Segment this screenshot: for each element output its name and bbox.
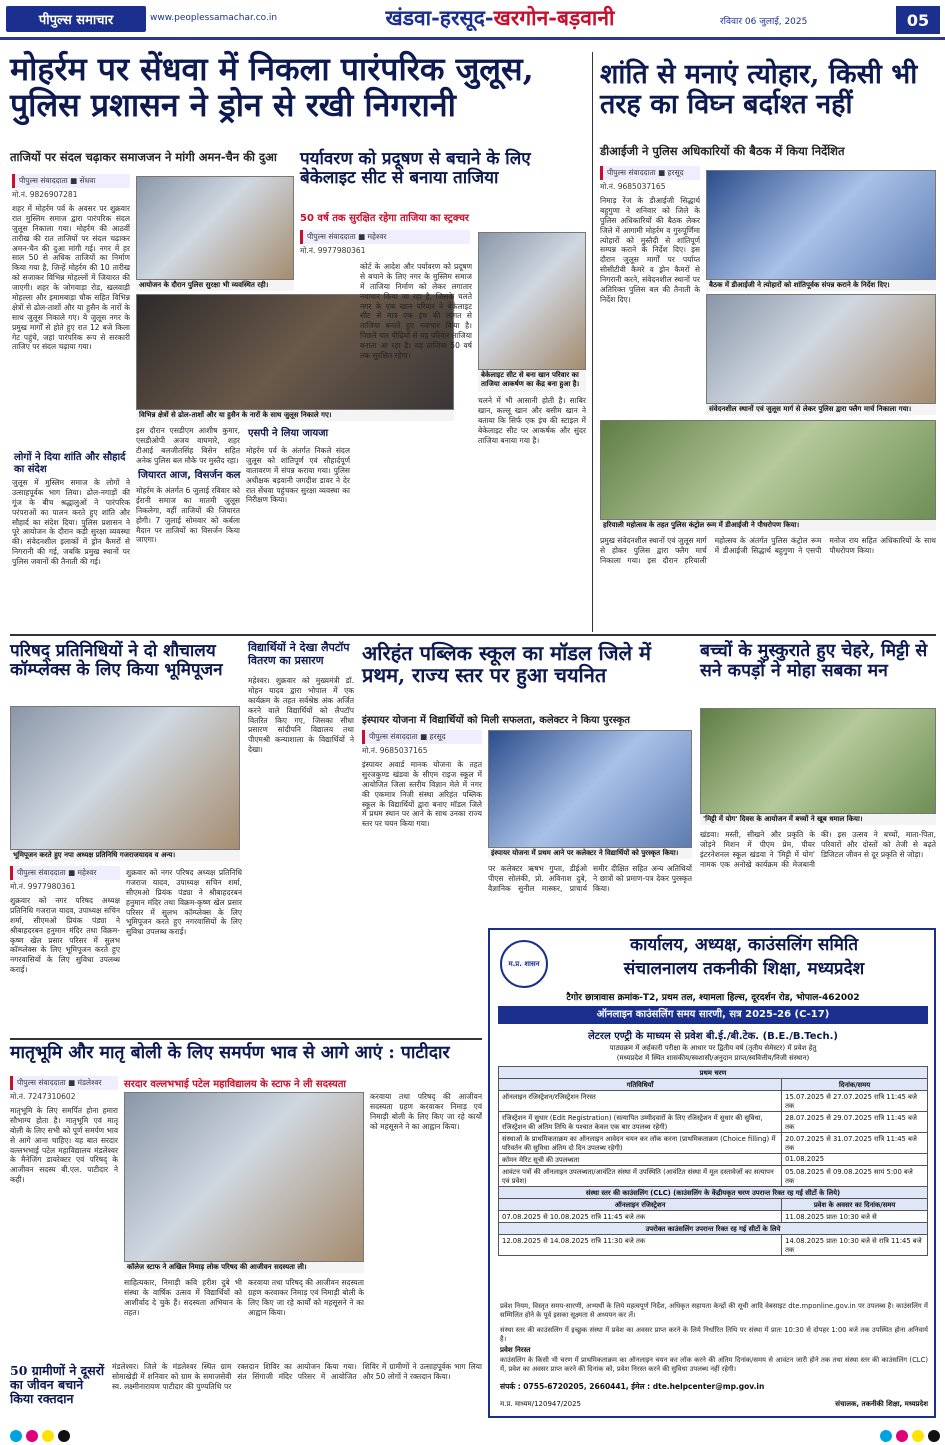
column-divider xyxy=(592,52,593,632)
ad-title1: कार्यालय, अध्यक्ष, काउंसलिंग समिति xyxy=(629,935,859,955)
story1-byline: पीपुल्स संवाददाता ■ सेंधवा xyxy=(12,174,130,188)
story6-photo-caption: इंस्पायर योजना में प्रथम आने पर कलेक्टर ने विद्यार्थियों को पुरस्कृत किया। xyxy=(488,848,692,859)
story8-subhead: सरदार वल्लभभाई पटेल महाविद्यालय के स्टाफ ने ली सदस्यता xyxy=(124,1079,346,1090)
story8-body-col3: करवाया तथा परिषद् की आजीवन सदस्यता ग्रहण करवाकर निमाड़ एवं निमाड़ी बोली के लिए किए जा रहे कार्यों को महसूसने ने का आह्वान किया। xyxy=(248,1278,364,1317)
story1-col2: इस दौरान एसडीएम आशीष कुमार, एसडीओपी अजय वाघमारे, शहर टीआई बलजीतसिंह बिसेन सहित अनेक पुलिस बल मौके पर मुस्तैद रहा। xyxy=(136,426,240,465)
story3-body2: प्रमुख संवेदनशील स्थानों एवं जुलूस मार्ग से होकर पुलिस द्वारा फ्लैग मार्च निकाला गया। इस दौरान हरियाली महोत्सव के अंतर्गत पुलिस कंट्रोल रूम में डीआईजी सिद्धार्थ बहुगुणा ने एसपी मनोज राय सहित अधिकारियों के साथ पौधरोपण किया। xyxy=(600,536,936,565)
story2-byline: पीपुल्स संवाददाता ■ महेश्वर xyxy=(300,230,470,244)
story1-body2: जुलूस में मुस्लिम समाज के लोगों ने उत्साहपूर्वक भाग लिया। ढोल-नगाड़ों की गूंज के बीच श्रद्धालुओं ने पारंपरिक परंपराओं का पालन करते हुए शांति और सौहार्द का संदेश दिया। पुलिस प्रशासन ने पूरे आयोजन के दौरान कड़ी सुरक्षा व्यवस्था की। संवेदनशील इलाकों में ड्रोन कैमरों से निगरानी की गई, जबकि प्रमुख स्थानों पर पुलिस जवानों की तैनाती की गई। xyxy=(12,478,130,567)
ad-address: टैगोर छात्रावास क्रमांक-T2, प्रथम तल, श्यामला हिल्स, दूरदर्शन रोड, भोपाल-462002 xyxy=(566,993,860,1003)
table-cell: रजिस्ट्रेशन में सुधार (Edit Registration) (सत्यापित उम्मीदवारों के लिए रजिस्ट्रेशन में सुधार की सुविधा, रजिस्ट्रेशन की अंतिम तिथि के पश्चात केवल एक बार उपलब्ध रहेगी) xyxy=(499,1112,782,1133)
story3-headline: शांति से मनाएं त्योहार, किसी भी तरह का विघ्न बर्दाश्त नहीं xyxy=(600,59,918,121)
story3-photo-flagmarch xyxy=(706,294,936,404)
story8-photo-staff xyxy=(124,1092,364,1262)
story2-mobile: मो.नं. 9977980361 xyxy=(300,246,366,255)
ad-banner: ऑनलाइन काउंसलिंग समय सारणी, सत्र 2025-26 (C-17) xyxy=(498,1006,928,1024)
story3-photo-meeting xyxy=(706,170,936,280)
story7-photo-caption: 'मिट्टी में योग' दिवस के आयोजन में बच्चों ने खूब धमाल किया। xyxy=(700,814,936,825)
story3-photo2-caption: संवेदनशील स्थानों एवं जुलूस मार्ग से लेकर पुलिस द्वारा फ्लैग मार्च निकाला गया। xyxy=(706,404,936,415)
story2-headline: पर्यावरण को प्रदूषण से बचाने के लिए बेकेलाइट सीट से बनाया ताजिया xyxy=(300,149,531,189)
ad-note1: प्रवेश नियम, विस्तृत समय-सारणी, अभ्यर्थी के लिये महत्वपूर्ण निर्देश, अधिकृत सहायता केन्द्रों की सूची आदि वेबसाइट dte.mponline.gov.in पर उपलब्ध है। काउंसलिंग में सम्मिलित होने के पूर्व इसका सूक्ष्मता से अध्ययन कर लें। xyxy=(500,1302,928,1319)
story8-headline: मातृभूमि और मातृ बोली के लिए समर्पण भाव से आगे आएं : पाटीदार xyxy=(10,1043,450,1063)
story4-byline: पीपुल्स संवाददाता ■ महेश्वर xyxy=(10,866,120,880)
story1-photo-police xyxy=(136,176,294,280)
story6-headline: अरिहंत पब्लिक स्कूल का मॉडल जिले में प्रथम, राज्य स्तर पर हुआ चयनित xyxy=(362,641,652,688)
brand-logo: पीपुल्स समाचार xyxy=(6,6,146,32)
story8-body3: साहित्यकार, निमाड़ी कवि हरीश दुबे भी संस्था के वार्षिक उत्सव में विद्यार्थियों को आशीर्वाद दे चुके हैं। सदस्यता अभियान के तहत। xyxy=(124,1278,242,1317)
table-cell: 05.08.2025 से 09.08.2025 सायं 5:00 बजे तक xyxy=(782,1166,928,1187)
ad-col-activity: गतिविधियाँ xyxy=(499,1079,782,1091)
section-divider xyxy=(10,1038,482,1040)
dte-counselling-ad xyxy=(488,928,936,1418)
story3-subhead: डीआईजी ने पुलिस अधिकारियों की बैठक में किया निर्देशित xyxy=(600,144,845,158)
story1-col2b: मोहर्रम के अंतर्गत 6 जुलाई रविवार को ईरानी समाज का मातमी जुलूस निकलेगा, वहीं ताजियों की जियारत होगी। 7 जुलाई सोमवार को कर्बला मैदान पर ताजियों का विसर्जन किया जाएगा। xyxy=(136,486,240,545)
table-cell: 12.08.2025 से 14.08.2025 रात्रि 11:30 बजे तक xyxy=(499,1235,782,1256)
story2-subhead: 50 वर्ष तक सुरक्षित रहेगा ताजिया का स्ट्रक्चर xyxy=(300,213,470,224)
ad-col-date: दिनांक/समय xyxy=(782,1079,928,1091)
table-cell: 01.08.2025 xyxy=(782,1154,928,1166)
issue-date: रविवार 06 जुलाई, 2025 xyxy=(720,17,808,27)
story5-body: महेश्वर। शुक्रवार को मुख्यमंत्री डॉ. मोहन यादव द्वारा भोपाल में एक कार्यक्रम के तहत सर्वश्रेष्ठ अंक अर्जित करने वाले विद्यार्थियों को लैपटॉप वितरित किए गए, जिसका सीधा प्रसारण सांदीपनि विद्यालय तथा पीएमश्री कन्याशाला के विद्यार्थियों ने देखा। xyxy=(248,676,354,755)
registration-mark-cyan xyxy=(880,1430,892,1442)
page-number: 05 xyxy=(896,6,940,34)
registration-mark-black xyxy=(928,1430,940,1442)
story3-photo3-caption: हरियाली महोत्सव के तहत पुलिस कंट्रोल रूम में डीआईजी ने पौधरोपण किया। xyxy=(600,520,936,531)
ad-signoff: संचालक, तकनीकी शिक्षा, मध्यप्रदेश xyxy=(835,1400,928,1408)
ad-schedule-table xyxy=(498,1066,928,1256)
table-cell: 20.07.2025 से 31.07.2025 रात्रि 11:45 बजे तक xyxy=(782,1133,928,1154)
table-cell: कॉमन मेरिट सूची की उपलब्धता xyxy=(499,1154,782,1166)
story6-body: इंस्पायर अवार्ड मानक योजना के तहत सुरजकुण्ड खंडवा के सीएम राइज स्कूल में आयोजित जिला स्तरीय विज्ञान मेले में नगर की एकमात्र निजी संस्था अरिहंत पब्लिक स्कूल के विद्यार्थियों द्वारा बनाए मॉडल जिले में प्रथम स्थान पर आने के साथ उनका राज्य स्तर पर चयन किया गया। xyxy=(362,760,482,829)
table-row xyxy=(499,1154,928,1166)
story3-byline: पीपुल्स संवाददाता ■ हरसूद xyxy=(600,166,700,180)
story1-photo2-caption: विभिन्न क्षेत्रों से ढोल-ताशों और या हुसैन के नारों के साथ जुलूस निकाले गए। xyxy=(136,410,454,421)
story7-headline: बच्चों के मुस्कुराते हुए चेहरे, मिट्टी से सने कपड़ों ने मोहा सबका मन xyxy=(700,641,928,681)
ad-clc-col2: प्रवेश के अवसर का दिनांक/समय xyxy=(782,1199,928,1211)
story2-photo-tazia xyxy=(478,232,586,370)
table-row xyxy=(499,1235,928,1256)
table-row xyxy=(499,1112,928,1133)
story9-headline: 50 ग्रामीणों ने दूसरों का जीवन बचाने किया रक्तदान xyxy=(10,1363,105,1406)
story6-photo-award xyxy=(488,730,692,848)
ad-ref: म.प्र. माध्यम/120947/2025 xyxy=(500,1400,581,1408)
story4-mobile: मो.नं. 9977980361 xyxy=(10,882,76,891)
table-cell: 11.08.2025 प्रातः 10:30 बजे से xyxy=(782,1211,928,1223)
table-cell: 28.07.2025 से 29.07.2025 रात्रि 11:45 बजे तक xyxy=(782,1112,928,1133)
table-row xyxy=(499,1133,928,1154)
registration-mark-magenta xyxy=(896,1430,908,1442)
table-cell: आवंटन पत्रों की ऑनलाइन उपलब्धता/आवंटित संस्था में उपस्थिति (आवंटित संस्था में मूल दस्तावेजों का सत्यापन एवं प्रवेश) xyxy=(499,1166,782,1187)
table-cell: 07.08.2025 से 10.08.2025 रात्रि 11:45 बजे तक xyxy=(499,1211,782,1223)
story5-headline: विद्यार्थियों ने देखा लैपटॉप वितरण का प्रसारण xyxy=(248,641,350,667)
story1-crosshead3: एसपी ने लिया जायजा xyxy=(248,428,329,439)
story6-body2: पर कलेक्टर ऋषभ गुप्ता, डीईओ पीएस सोलंकी, प्रो. अविनाश दुबे, वैज्ञानिक सुनील मास्कर, प्राचार्य समीर दीक्षित सहित अन्य अतिथियों ने छात्रों को प्रमाण-पत्र देकर पुरस्कृत किया। xyxy=(488,864,692,893)
story2-photo-caption: बेकेलाइट सीट से बना खान परिवार का ताजिया आकर्षण का केंद्र बना हुआ है। xyxy=(478,370,586,392)
table-cell: उपरोक्त काउंसलिंग उपरान्त रिक्त रह गई सीटों के लिये xyxy=(499,1223,928,1235)
site-url[interactable]: www.peoplessamachar.co.in xyxy=(150,13,278,23)
story4-photo-caption: भूमिपूजन करते हुए नपा अध्यक्ष प्रतिनिधि गजराजयादव व अन्य। xyxy=(10,850,240,861)
story8-photo-caption: कॉलेज स्टाफ ने अखिल निमाड़ लोक परिषद की आजीवन सदस्यता ली। xyxy=(124,1262,364,1273)
ad-clc-title: संस्था स्तर की काउंसलिंग (CLC) (काउंसलिंग के केंद्रीयकृत चरण उपरान्त रिक्त रह गई सीटों के लिये) xyxy=(499,1187,928,1199)
story7-body: खंडवा। मस्ती, सीखने और प्रकृति के जोड़ने मिशन में पीएम प्रेम, पीयर इंटरनेशनल स्कूल खंडवा ने 'मिट्टी में योग' नामक एक अनोखे कार्यक्रम की मेजबानी की। इस उत्सव ने बच्चों, माता-पिता, परिवारों और दोस्तों को तेजी से बढ़ते डिजिटल जीवन से दूर प्रकृति से जोड़ा। xyxy=(700,830,936,869)
story1-subhead: ताजियों पर संदल चढ़ाकर समाजजन ने मांगी अमन-चैन की दुआ xyxy=(10,150,277,164)
story8-body: मातृभूमि के लिए समर्पित होना हमारा सौभाग्य होता है। मातृभूमि एवं मातृ बोली के लिए सभी को पूर्ण समर्पण भाव से आगे आना चाहिए। यह बात सरदार वल्लभभाई पटेल महाविद्यालय मंडलेश्वर के मैनेजिंग डायरेक्टर एवं परिषद् के आजीवन सदस्य बी.एल. पाटीदार ने कही। xyxy=(10,1106,118,1185)
ad-note3: काउंसलिंग के किसी भी चरण में प्राथमिकताक्रम का ऑनलाइन चयन कर लॉक करने की अंतिम दिनांक/समय से आवंटन जारी होने तक तथा संस्था स्तर की काउंसलिंग (CLC) में, प्रवेश का अवसर प्राप्त करने की दिनांक को, प्रवेश निरस्त करने की सुविधा उपलब्ध नहीं रहेगी। xyxy=(500,1356,928,1373)
story2-body2: चलने में भी आसानी होती है। साबिर खान, कल्लू खान और बसीम खान ने बताया कि सिर्फ एक इंच की स्टाइल में बेकेलाइट सीट पर आकर्षक और सुंदर ताजिया बनाया गया है। xyxy=(478,396,586,445)
story2-body: कोर्ट के आदेश और पर्यावरण को प्रदूषण से बचाने के लिए नगर के मुस्लिम समाज में ताजिया निर्माण को लेकर लगातार नवाचार किया जा रहा है, जिसके चलते नगर के एक खान परिवार ने बेकेलाइट सीट से मात्र एक इंच की लागत से ताजिया बनाते हुए नवाचार किया है। पिछले चार पीढ़ियों से यह परिवार ताजिया बनाता आ रहा है। यह ताजिया 50 वर्ष तक सुरक्षित रहेगा। xyxy=(360,262,472,361)
table-row xyxy=(499,1091,928,1112)
registration-mark-yellow xyxy=(912,1430,924,1442)
story1-headline: मोहर्रम पर सेंधवा में निकला पारंपरिक जुलूस, पुलिस प्रशासन ने ड्रोन से रखी निगरानी xyxy=(10,50,534,124)
ad-program-note2: (मध्यप्रदेश में स्थित शासकीय/स्वशासी/अनुदान प्राप्त/स्ववित्तीय/निजी संस्थान) xyxy=(616,1054,810,1062)
story6-mobile: मो.नं. 9685037165 xyxy=(362,746,428,755)
story1-photo1-caption: आयोजन के दौरान पुलिस सुरक्षा भी व्यवस्थित रही। xyxy=(136,280,294,291)
table-cell: 15.07.2025 से 27.07.2025 रात्रि 11:45 बजे तक xyxy=(782,1091,928,1112)
ad-note2: संस्था स्तर की काउंसलिंग में इच्छुक संस्था में प्रवेश का अवसर प्राप्त करने के लिये निर्धारित तिथि पर संस्था में प्रातः 10:30 से दोपहर 1:00 बजे तक उपस्थित होना अनिवार्य है। xyxy=(500,1326,928,1343)
section-title-part2: खरगोन-बड़वानी xyxy=(493,5,615,30)
registration-mark-cyan xyxy=(10,1430,22,1442)
story8-body2: करवाया तथा परिषद् की आजीवन सदस्यता ग्रहण करवाकर निमाड़ एवं निमाड़ी बोली के लिए किए जा रहे कार्यों को महसूसने ने का आह्वान किया। xyxy=(370,1092,482,1131)
story3-body: निमाड़ रेंज के डीआईजी सिद्धार्थ बहुगुणा ने शनिवार को जिले के पुलिस अधिकारियों की बैठक लेकर जिले में आगामी मोहर्रम व गुरुपूर्णिमा त्योहारों को मुस्तैदी से शांतिपूर्ण सम्पन्न कराने के निर्देश दिए। इस दौरान जुलूस मार्गों पर पर्याप्त सीसीटीवी कैमरे व ड्रोन कैमरों से निगरानी करने, संवेदनशील स्थानों पर अतिरिक्त पुलिस बल की तैनाती के निर्देश दिए। xyxy=(600,196,700,304)
story3-photo-plantation xyxy=(600,420,936,520)
story8-mobile: मो.नं. 7247310602 xyxy=(10,1092,76,1101)
story1-col3: मोहर्रम पर्व के अंतर्गत निकले संदल जुलूस को शांतिपूर्ण एवं सौहार्दपूर्ण वातावरण में संपन्न कराया गया। पुलिस अधीक्षक बड़वानी जगदीश डावर ने देर रात सेंधवा पहुंचकर सुरक्षा व्यवस्था का निरीक्षण किया। xyxy=(246,446,350,505)
story4-photo-bhumipujan xyxy=(10,706,240,850)
story1-crosshead1: लोगों ने दिया शांति और सौहार्द का संदेश xyxy=(14,452,126,475)
table-cell: 14.08.2025 प्रातः 10:30 बजे से रात्रि 11:45 बजे तक xyxy=(782,1235,928,1256)
story8-byline: पीपुल्स संवाददाता ■ मंडलेश्वर xyxy=(10,1076,118,1090)
ad-note-head: प्रवेश निरस्त xyxy=(500,1346,531,1354)
table-row xyxy=(499,1166,928,1187)
story1-crosshead2: जियारत आज, विसर्जन कल xyxy=(138,470,241,481)
table-cell: ऑनलाइन रजिस्ट्रेशन/रजिस्ट्रेशन निरस्त xyxy=(499,1091,782,1112)
mp-govt-emblem-icon: म.प्र. शासन xyxy=(500,940,548,988)
ad-program-note: पाठ्यक्रम में अर्हकारी परीक्षा के आधार पर द्वितीय वर्ष (तृतीय सेमेस्टर) में प्रवेश हेतु xyxy=(609,1044,817,1052)
story6-byline: पीपुल्स संवाददाता ■ हरसूद xyxy=(362,730,482,744)
story7-photo-kids xyxy=(700,708,936,814)
ad-title2: संचालनालय तकनीकी शिक्षा, मध्यप्रदेश xyxy=(623,959,865,979)
ad-clc-col1: ऑनलाइन रजिस्ट्रेशन xyxy=(499,1199,782,1211)
story3-mobile: मो.नं. 9685037165 xyxy=(600,182,666,191)
story4-headline: परिषद् प्रतिनिधियों ने दो शौचालय कॉम्प्लेक्स के लिए किया भूमिपूजन xyxy=(10,641,223,681)
table-cell: संस्थाओं के प्राथमिकताक्रम का ऑनलाइन आवेदन चयन कर लॉक करना (प्राथमिकताक्रम (Choice filling) में परिवर्तन की सुविधा अंतिम दो दिन उपलब्ध रहेगी) xyxy=(499,1133,782,1154)
registration-mark-magenta xyxy=(26,1430,38,1442)
story3-photo1-caption: बैठक में डीआईजी ने त्योहारों को शांतिपूर्वक संपन्न कराने के निर्देश दिए। xyxy=(706,280,936,291)
story5-body-continued: शुक्रवार को नगर परिषद अध्यक्ष प्रतिनिधि गजराज यादव, उपाध्यक्ष सचिन शर्मा, सीएमओ प्रियंक पंड्या ने श्रीबाहदरबन हनुमान मंदिर तथा विक्रम-कृष्ण खेल प्रसार परिसर में सुलभ कॉम्प्लेक्स के लिए भूमिपूजन करते हुए नगरवासियों के लिए सुविधा उपलब्ध कराई। xyxy=(126,868,242,937)
story1-body: शहर में मोहर्रम पर्व के अवसर पर शुक्रवार रात मुस्लिम समाज द्वारा पारंपरिक संदल जुलूस निकाला गया। मोहर्रम की आठवीं तारीख की रात ताजियों पर संदल चढ़ाकर अमन-चैन की दुआ मांगी गई। नगर में हर साल 50 से अधिक ताजियों का निर्माण किया गया है, जिन्हें मोहर्रम की 10 तारीख को सजाकर विभिन्न मोहल्लों में जियारत की जाएगी। शहर के जोगवाड़ा रोड, खलवाड़ी मोहल्ला और इमामबाड़ा चौक सहित विभिन्न क्षेत्रों से ढोल-ताशों और या हुसैन के नारों के साथ जुलूस निकाले गए। ये जुलूस नगर के प्रमुख मार्गों से होते हुए रात 12 बजे किला गेट पहुंचे, जहां पारंपरिक रूप से सरकारी ताजिए पर संदल चढ़ाया गया। xyxy=(12,204,130,352)
table-row xyxy=(499,1211,928,1223)
section-title xyxy=(300,4,700,34)
story6-subhead: इंस्पायर योजना में विद्यार्थियों को मिली सफलता, कलेक्टर ने किया पुरस्कृत xyxy=(362,715,630,726)
ad-program: लेटरल एण्ट्री के माध्यम से प्रवेश बी.ई./बी.टेक. (B.E./B.Tech.) xyxy=(588,1031,838,1042)
section-divider xyxy=(10,634,936,636)
story1-mobile: मो.नं. 9826907281 xyxy=(12,190,78,199)
registration-mark-yellow xyxy=(42,1430,54,1442)
ad-contact[interactable]: संपर्क : 0755-6720205, 2660441, ईमेल : dte.helpcenter@mp.gov.in xyxy=(500,1382,765,1391)
ad-phase1-label: प्रथम चरण xyxy=(499,1067,928,1079)
story9-body: मंडलेश्वर। जिले के मंडलेश्वर स्थित ग्राम सोमाखेड़ी में शनिवार को ग्राम के समाजसेवी स्व. लक्ष्मीनारायण पाटीदार की पुण्यतिथि पर रक्तदान शिविर का आयोजन किया गया। संत सिंगाजी मंदिर परिसर में आयोजित शिविर में ग्रामीणों ने उत्साहपूर्वक भाग लिया और 50 लोगों ने रक्तदान किया। xyxy=(112,1362,482,1391)
registration-mark-black xyxy=(58,1430,70,1442)
section-title-part1: खंडवा-हरसूद- xyxy=(385,5,494,30)
story4-body: शुक्रवार को नगर परिषद अध्यक्ष प्रतिनिधि गजराज यादव, उपाध्यक्ष सचिन शर्मा, सीएमओ प्रियंक पंड्या ने श्रीबाहदरबन हनुमान मंदिर तथा विक्रम-कृष्ण खेल प्रसार परिसर में सुलभ कॉम्प्लेक्स के लिए भूमिपूजन करते हुए नगरवासियों के लिए सुविधा उपलब्ध कराई। xyxy=(10,896,120,975)
